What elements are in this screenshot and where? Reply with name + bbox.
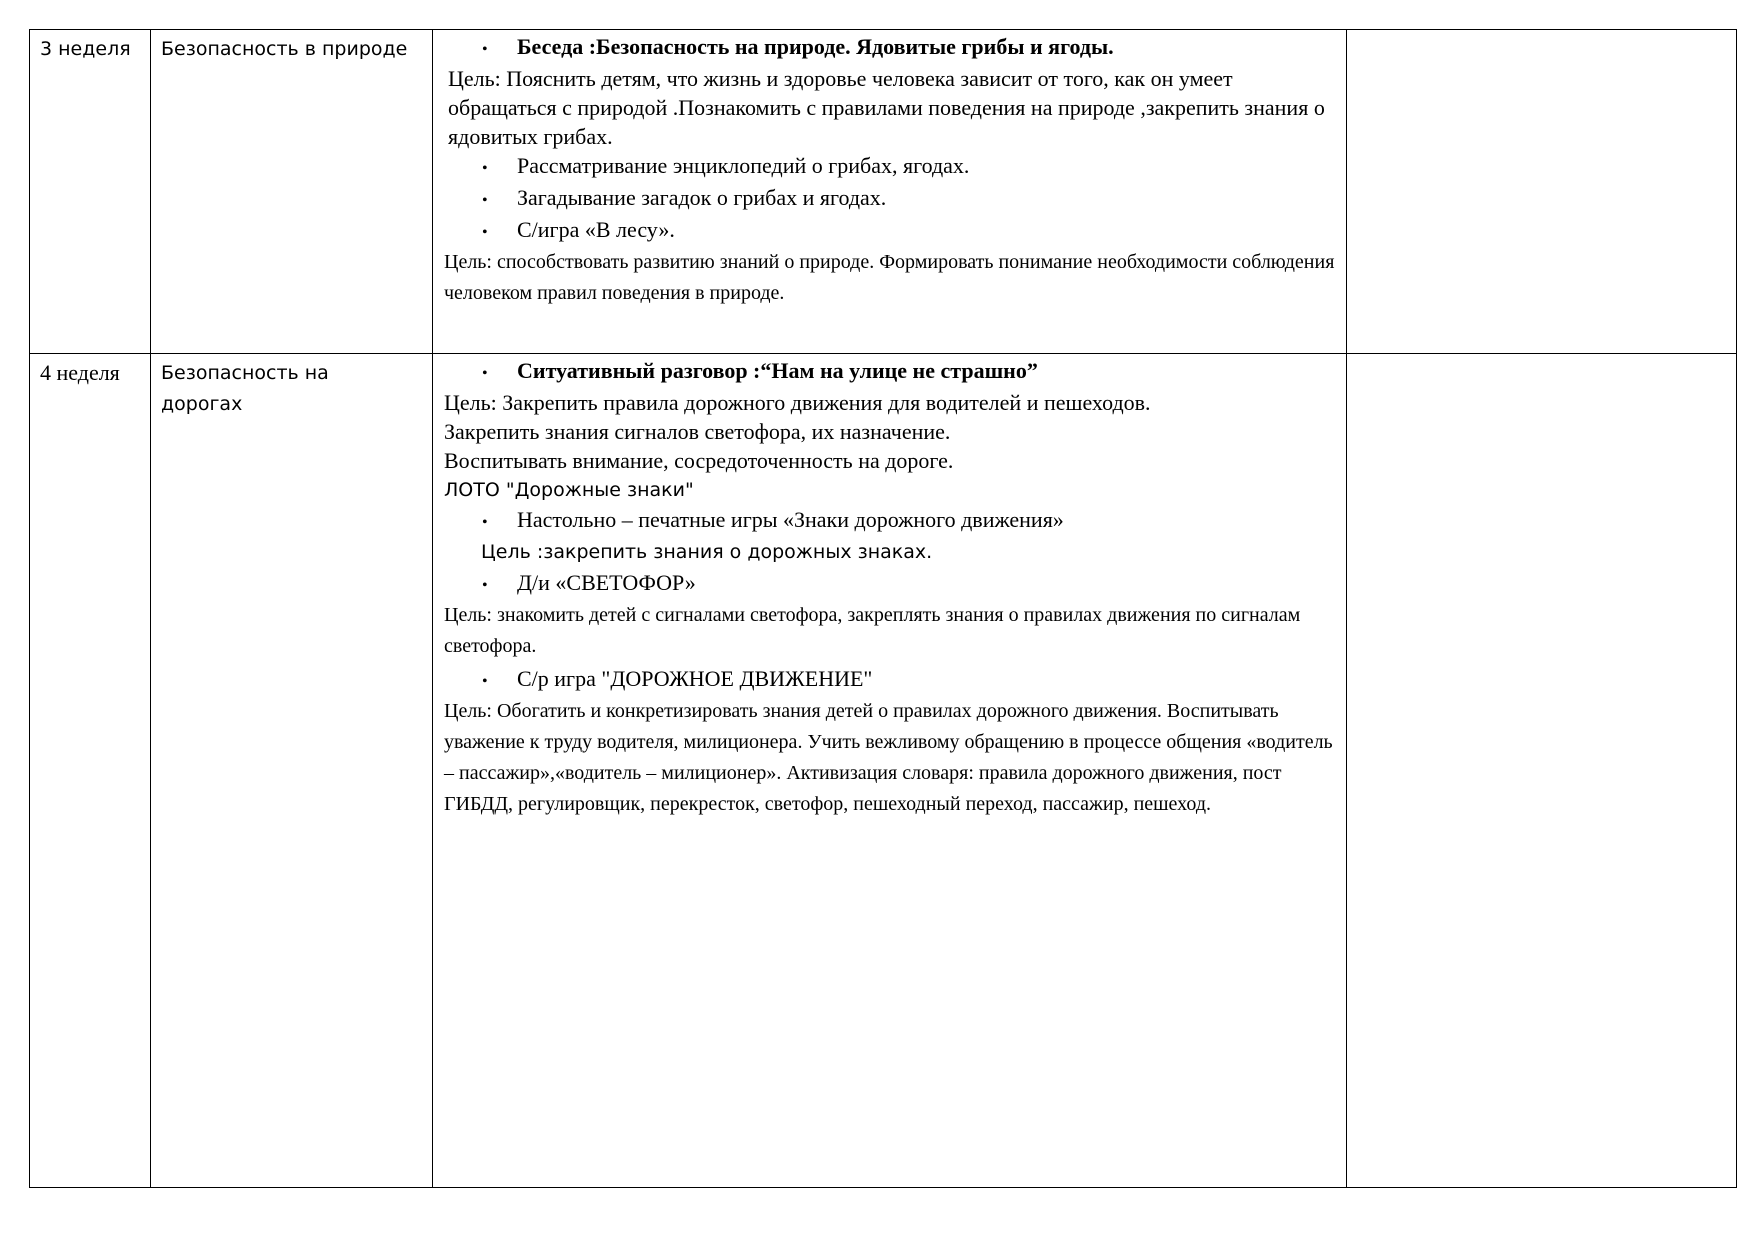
bullet-icon: • — [482, 160, 488, 177]
goal-text: Цель: Закрепить правила дорожного движения для водителей и пешеходов. — [444, 390, 1151, 415]
bullet-icon: • — [482, 365, 488, 382]
bullet-icon: • — [482, 577, 488, 594]
list-item — [444, 32, 1338, 64]
activity-text: С/игра «В лесу». — [517, 217, 675, 242]
goal-text: Цель: способствовать развитию знаний о природе. Формировать понимание необходимости соблюдения человеком правил поведения в природе. — [444, 251, 1335, 304]
week-cell — [30, 354, 151, 1188]
activity-title: Беседа :Безопасность на природе. Ядовитые грибы и ягоды. — [517, 34, 1114, 59]
content-cell — [433, 30, 1347, 354]
table-row — [30, 354, 1737, 1188]
bullet-icon: • — [482, 514, 488, 531]
list-item — [444, 151, 1338, 183]
loto-text: ЛОТО "Дорожные знаки" — [444, 479, 694, 501]
bullet-icon: • — [482, 224, 488, 241]
bullet-icon: • — [482, 41, 488, 58]
activity-title: Ситуативный разговор :“Нам на улице не страшно” — [517, 358, 1038, 383]
goal-text: Цель: Пояснить детям, что жизнь и здоровье человека зависит от того, как он умеет обращаться с природой .Познакомить с правилами поведения на природе ,закрепить знания о ядовитых грибах. — [448, 66, 1325, 149]
list-item — [444, 505, 1338, 537]
activity-text: С/р игра "ДОРОЖНОЕ ДВИЖЕНИЕ" — [517, 666, 873, 691]
topic-label: Безопасность в природе — [161, 38, 408, 60]
bullet-icon: • — [482, 673, 488, 690]
goal-text: Цель :закрепить знания о дорожных знаках. — [481, 541, 933, 563]
goal-text: Воспитывать внимание, сосредоточенность на дороге. — [444, 448, 954, 473]
activity-text: Загадывание загадок о грибах и ягодах. — [517, 185, 887, 210]
topic-label: Безопасность на дорогах — [161, 362, 329, 415]
list-item — [444, 215, 1338, 247]
notes-cell — [1347, 354, 1737, 1188]
table-row — [30, 30, 1737, 354]
activity-text: Рассматривание энциклопедий о грибах, ягодах. — [517, 153, 970, 178]
list-item — [444, 664, 1338, 696]
topic-cell — [151, 30, 433, 354]
plan-table — [29, 29, 1737, 1188]
activity-text: Настольно – печатные игры «Знаки дорожного движения» — [517, 507, 1064, 532]
list-item — [444, 356, 1338, 388]
topic-cell — [151, 354, 433, 1188]
list-item — [444, 568, 1338, 600]
activity-text: Д/и «СВЕТОФОР» — [517, 570, 696, 595]
week-label: 4 неделя — [40, 360, 120, 385]
week-label: 3 неделя — [40, 38, 131, 60]
bullet-icon: • — [482, 192, 488, 209]
content-cell — [433, 354, 1347, 1188]
list-item — [444, 183, 1338, 215]
week-cell — [30, 30, 151, 354]
notes-cell — [1347, 30, 1737, 354]
goal-text: Цель: Обогатить и конкретизировать знания детей о правилах дорожного движения. Воспитывать уважение к труду водителя, милиционера. Учить вежливому обращению в процессе общения «водитель – пассажир»,«водитель – милиционер». Активизация словаря: правила дорожного движения, пост ГИБДД, регулировщик, перекресток, светофор, пешеходный переход, пассажир, пешеход. — [444, 700, 1333, 815]
goal-text: Закрепить знания сигналов светофора, их назначение. — [444, 419, 951, 444]
goal-text: Цель: знакомить детей с сигналами светофора, закреплять знания о правилах движения по сигналам светофора. — [444, 604, 1301, 657]
